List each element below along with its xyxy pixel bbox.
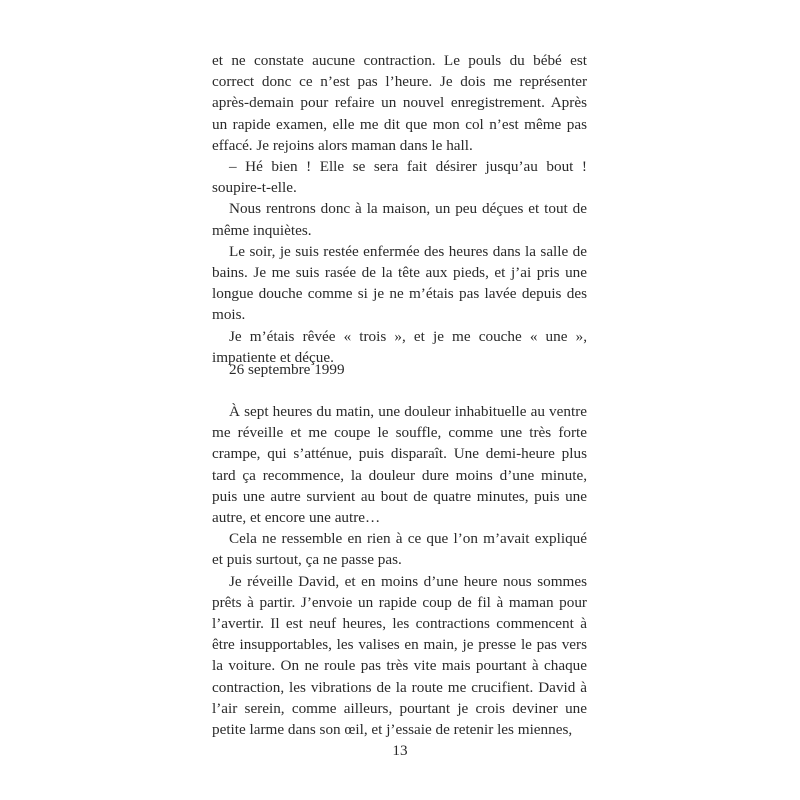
paragraph-dialogue: – Hé bien ! Elle se sera fait désirer jusqu’au bout ! soupire-t-elle. <box>212 158 587 197</box>
date-heading: 26 septembre 1999 <box>229 361 345 378</box>
paragraph: et ne constate aucune contraction. Le pouls du bébé est correct donc ce n’est pas l’heure. Je dois me représenter après-demain pour refaire un nouvel enregistrement. Après un rapide examen, elle me dit que mon col n’est même pas effacé. Je rejoins alors maman dans le hall. <box>212 52 587 154</box>
page-number: 13 <box>392 742 408 759</box>
paragraph: Cela ne ressemble en rien à ce que l’on m’avait expliqué et puis surtout, ça ne passe pas. <box>212 530 587 569</box>
paragraph: Je m’étais rêvée « trois », et je me couche « une », impatiente et déçue. <box>212 327 587 366</box>
text-block-continuation <box>212 50 587 368</box>
text-block-entry <box>212 401 587 740</box>
paragraph: Le soir, je suis restée enfermée des heures dans la salle de bains. Je me suis rasée de la tête aux pieds, et j’ai pris une longue douche comme si je ne m’étais pas lavée depuis des mois. <box>212 242 587 324</box>
paragraph: Je réveille David, et en moins d’une heure nous sommes prêts à partir. J’envoie un rapide coup de fil à maman pour l’avertir. Il est neuf heures, les contractions commencent à être insupportables, les valises en main, je presse le pas vers la voiture. On ne roule pas très vite mais pourtant à chaque contraction, les vibrations de la route me crucifient. David à l’air serein, comme ailleurs, pourtant je crois deviner une petite larme dans son œil, et j’essaie de retenir les miennes, <box>212 572 587 739</box>
paragraph: Nous rentrons donc à la maison, un peu déçues et tout de même inquiètes. <box>212 200 587 239</box>
paragraph: À sept heures du matin, une douleur inhabituelle au ventre me réveille et me coupe le souffle, comme une très forte crampe, qui s’atténue, puis disparaît. Une demi-heure plus tard ça recommence, la douleur dure moins d’une minute, puis une autre survient au bout de quatre minutes, puis une autre, et encore une autre… <box>212 403 587 527</box>
